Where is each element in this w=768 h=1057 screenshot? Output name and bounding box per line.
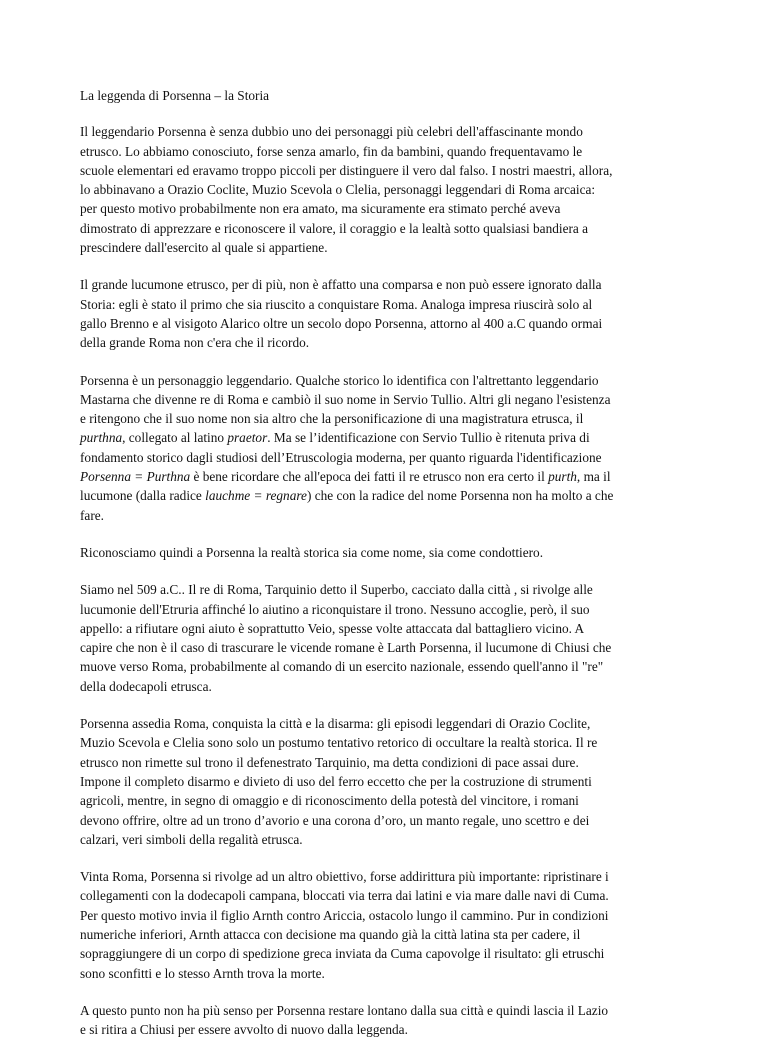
paragraph [80, 122, 692, 257]
text-line: Riconosciamo quindi a Porsenna la realtà storica sia come nome, sia come condottiero. [80, 544, 544, 560]
text-line: per questo motivo probabilmente non era amato, ma sicuramente era stimato perché aveva [80, 201, 561, 217]
text-line: Mastarna che divenne re di Roma e cambiò il suo nome in Servio Tullio. Altri gli negano l'esistenza [80, 391, 611, 407]
document-title: La leggenda di Porsenna – la Storia [80, 88, 270, 103]
paragraph [80, 714, 692, 849]
text-line: Vinta Roma, Porsenna si rivolge ad un altro obiettivo, forse addirittura più importante: ripristinare i [80, 869, 609, 885]
text-line: etrusco. Lo abbiamo conosciuto, forse senza amarlo, fin da bambini, quando frequentavamo le [80, 143, 583, 159]
text-line: calzari, veri simboli della regalità etrusca. [80, 831, 303, 847]
text-line: lucumonie dell'Etruria affinché lo aiutino a riconquistare il trono. Nessuno accoglie, però, il suo [80, 601, 590, 617]
paragraph [80, 543, 692, 562]
text-line: gallo Brenno e al visigoto Alarico oltre un secolo dopo Porsenna, attorno al 400 a.C quando ormai [80, 315, 603, 331]
text-line: Porsenna = Purthna è bene ricordare che all'epoca dei fatti il re etrusco non era certo il purth, ma il [80, 469, 611, 485]
text-line: Il grande lucumone etrusco, per di più, non è affatto una comparsa e non può essere ignorato dalla [80, 277, 602, 293]
text-line: scuole elementari ed eravamo troppo piccoli per distinguere il vero dal falso. I nostri maestri, allora, [80, 162, 613, 178]
text-line: Porsenna assedia Roma, conquista la città e la disarma: gli episodi leggendari di Orazio Coclite, [80, 716, 591, 732]
text-line: Siamo nel 509 a.C.. Il re di Roma, Tarquinio detto il Superbo, cacciato dalla città , si rivolge alle [80, 582, 593, 598]
text-line: Per questo motivo invia il figlio Arnth contro Ariccia, ostacolo lungo il cammino. Pur in condizioni [80, 907, 609, 923]
text-line: appello: a rifiutare ogni aiuto è soprattutto Veio, spesse volte attaccata dal battagliero vicino. A [80, 620, 585, 636]
text-line: lo abbinavano a Orazio Coclite, Muzio Scevola o Clelia, personaggi leggendari di Roma arcaica: [80, 182, 596, 198]
text-line: A questo punto non ha più senso per Porsenna restare lontano dalla sua città e quindi lascia il Lazio [80, 1002, 609, 1018]
text-line: della grande Roma non c'era che il ricordo. [80, 335, 310, 351]
text-line: prescindere dall'esercito al quale si appartiene. [80, 240, 328, 256]
text-line: Il leggendario Porsenna è senza dubbio uno dei personaggi più celebri dell'affascinante mondo [80, 124, 583, 140]
paragraph-container [80, 122, 692, 1039]
paragraph [80, 371, 692, 525]
text-line: capire che non è il caso di trascurare le vicende romane è Larth Porsenna, il lucumone di Chiusi che [80, 640, 612, 656]
text-line: dimostrato di apprezzare e riconoscere il valore, il coraggio e la lealtà sotto qualsiasi bandiera a [80, 220, 589, 236]
text-line: Porsenna è un personaggio leggendario. Qualche storico lo identifica con l'altrettanto leggendario [80, 372, 599, 388]
text-line: e ritengono che il suo nome non sia altro che la personificazione di una magistratura etrusca, il [80, 411, 584, 427]
text-line: fondamento storico dagli studiosi dell’Etruscologia moderna, per quanto riguarda l'identificazione [80, 449, 602, 465]
text-line: della dodecapoli etrusca. [80, 678, 212, 694]
text-line: Impone il completo disarmo e divieto di uso del ferro eccetto che per la costruzione di strumenti [80, 773, 592, 789]
text-line: lucumone (dalla radice lauchme = regnare) che con la radice del nome Porsenna non ha molto a che [80, 488, 614, 504]
text-line: agricoli, mentre, in segno di omaggio e di riconoscimento della potestà del vincitore, i romani [80, 793, 579, 809]
text-line: collegamenti con la dodecapoli campana, bloccati via terra dai latini e via mare dalle navi di Cuma. [80, 888, 609, 904]
text-line: fare. [80, 507, 104, 523]
text-line: purthna, collegato al latino praetor. Ma se l’identificazione con Servio Tullio è ritenuta priva di [80, 430, 590, 446]
text-line: muove verso Roma, probabilmente al comando di un esercito nazionale, essendo quell'anno il "re" [80, 659, 604, 675]
text-line: e si ritira a Chiusi per essere avvolto di nuovo dalla leggenda. [80, 1022, 408, 1038]
text-line: Storia: egli è stato il primo che sia riuscito a conquistare Roma. Analoga impresa riuscirà solo al [80, 296, 593, 312]
paragraph [80, 1001, 692, 1040]
text-line: devono offrire, oltre ad un trono d’avorio e una corona d’oro, un manto regale, uno scettro e dei [80, 812, 590, 828]
document-body [80, 86, 692, 1057]
paragraph [80, 580, 692, 696]
text-line: sopraggiungere di un corpo di spedizione greca inviata da Cuma capovolge il risultato: gli etruschi [80, 946, 605, 962]
paragraph [80, 275, 692, 352]
text-line: etrusco non rimette sul trono il defenestrato Tarquinio, ma detta condizioni di pace assai dure. [80, 754, 579, 770]
text-line: Muzio Scevola e Clelia sono solo un postumo tentativo retorico di occultare la realtà storica. Il re [80, 735, 598, 751]
text-line: sono sconfitti e lo stesso Arnth trova la morte. [80, 965, 325, 981]
paragraph [80, 867, 692, 983]
text-line: numeriche inferiori, Arnth attacca con decisione ma quando già la città latina sta per cadere, il [80, 926, 581, 942]
